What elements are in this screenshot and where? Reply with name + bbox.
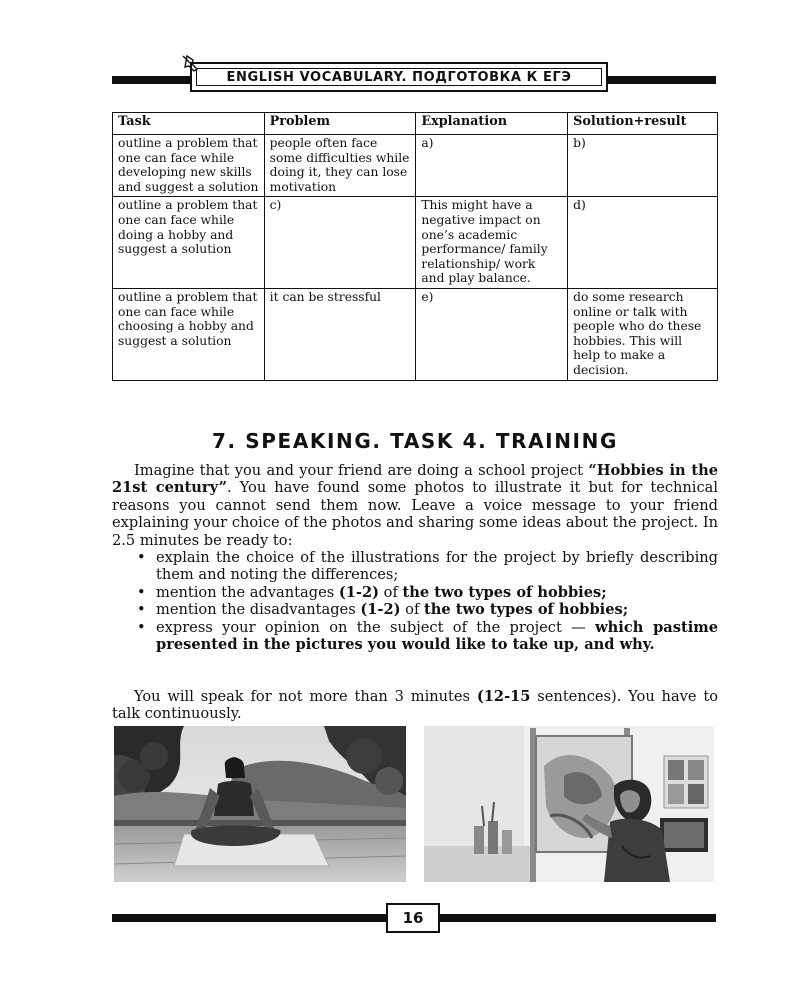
table-cell: c): [264, 197, 416, 289]
list-item: [112, 584, 718, 601]
list-item-emphasis: which pastime presented in the pictures you would like to take up, and why.: [156, 618, 718, 654]
list-item-text: express your opinion on the subject of the project —: [156, 618, 596, 636]
painting-photo: [424, 726, 714, 882]
list-item-text: mention the disadvantages: [156, 601, 361, 619]
task-table: [112, 112, 718, 381]
table-cell: b): [568, 135, 718, 197]
list-item: [112, 619, 718, 654]
page-number: 16: [386, 903, 440, 933]
column-header: Problem: [264, 113, 416, 135]
bullet-icon: •: [137, 618, 146, 636]
list-item-count: (1-2): [338, 583, 380, 601]
list-item-text: mention the advantages: [156, 583, 339, 601]
table-cell: This might have a negative impact on one’s academic performance/ family relationship/ work and play balance.: [416, 197, 568, 289]
table-row: [113, 197, 718, 289]
pushpin-icon: [180, 54, 202, 74]
table-cell: outline a problem that one can face while developing new skills and suggest a solution: [113, 135, 265, 197]
column-header: Solution+result: [568, 113, 718, 135]
list-item-count: (1-2): [360, 601, 401, 619]
header-banner: [190, 62, 608, 92]
sentence-count: (12-15: [476, 688, 531, 705]
table-cell: d): [568, 197, 718, 289]
closing-text: You will speak for not more than 3 minutes: [134, 688, 477, 705]
list-item-emphasis: the two types of hobbies;: [402, 583, 607, 601]
table-row: [113, 288, 718, 380]
table-cell: outline a problem that one can face while choosing a hobby and suggest a solution: [113, 288, 265, 380]
table-cell: it can be stressful: [264, 288, 416, 380]
section-title: 7. SPEAKING. TASK 4. TRAINING: [212, 429, 618, 453]
bullet-icon: •: [137, 549, 146, 566]
footer-rule-left: [112, 914, 386, 922]
header-title: ENGLISH VOCABULARY. ПОДГОТОВКА К ЕГЭ: [196, 68, 602, 86]
footer-rule-right: [440, 914, 716, 922]
table-row: [113, 135, 718, 197]
column-header: Explanation: [416, 113, 568, 135]
yoga-photo-image: [114, 726, 406, 882]
header-rule-left: [112, 76, 190, 84]
intro-paragraph: [112, 462, 718, 549]
closing-paragraph: [112, 688, 718, 723]
yoga-photo: [114, 726, 406, 882]
table-cell: a): [416, 135, 568, 197]
table-header-row: [113, 113, 718, 135]
table-cell: do some research online or talk with people who do these hobbies. This will help to make a decision.: [568, 288, 718, 380]
header-rule-right: [608, 76, 716, 84]
table-cell: people often face some difficulties while doing it, they can lose motivation: [264, 135, 416, 197]
table-cell: e): [416, 288, 568, 380]
table-cell: outline a problem that one can face while doing a hobby and suggest a solution: [113, 197, 265, 289]
painting-photo-image: [424, 726, 714, 882]
task-list: [112, 549, 718, 653]
list-item: [112, 601, 718, 618]
bullet-icon: •: [137, 601, 146, 619]
list-item: [112, 549, 718, 584]
closing-text: sentences). You have to talk continuously.: [112, 688, 719, 723]
list-item-text: explain the choice of the illustrations for the project by briefly describing them and noting the differences;: [156, 549, 718, 584]
project-title: “Hobbies in the 21st century”: [112, 462, 719, 497]
list-item-text: of: [400, 601, 424, 619]
list-item-text: of: [379, 583, 403, 601]
intro-text: . You have found some photos to illustrate it but for technical reasons you cannot send them now. Leave a voice message to your friend explaining your choice of the photos and sharing some ideas about the project. In 2.5 minutes be ready to:: [112, 479, 719, 549]
column-header: Task: [113, 113, 265, 135]
bullet-icon: •: [137, 583, 146, 601]
intro-text: Imagine that you and your friend are doing a school project: [134, 462, 589, 479]
list-item-emphasis: the two types of hobbies;: [423, 601, 629, 619]
